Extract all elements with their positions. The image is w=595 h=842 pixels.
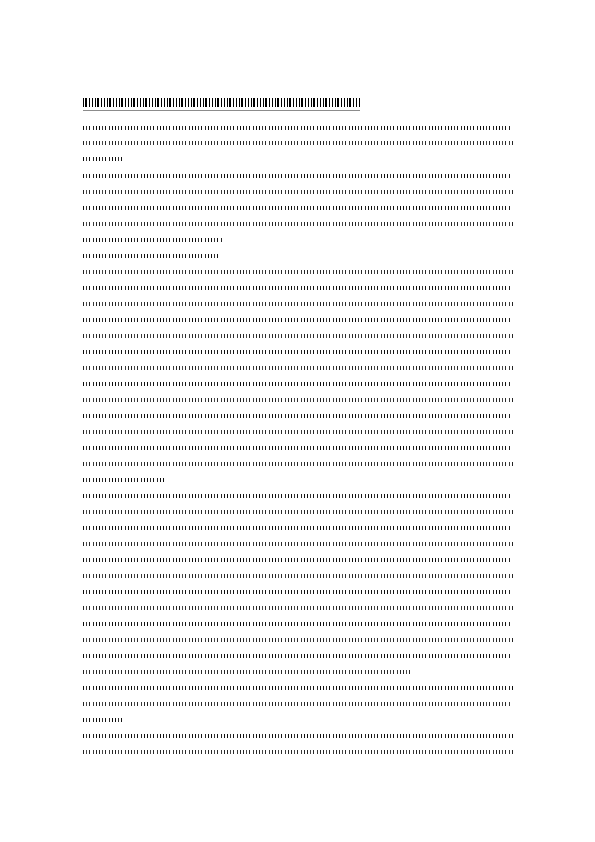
- text-line: [83, 750, 513, 754]
- text-line: [83, 462, 513, 466]
- text-line: [83, 414, 512, 418]
- text-line: [83, 206, 511, 210]
- text-line: [83, 141, 513, 145]
- text-line: [83, 510, 513, 514]
- text-line: [83, 478, 165, 482]
- text-line: [83, 494, 512, 498]
- text-line: [83, 558, 512, 562]
- text-line: [83, 670, 410, 674]
- text-line: [83, 238, 223, 242]
- text-line: [83, 542, 513, 546]
- text-line: [83, 334, 513, 338]
- text-line: [83, 382, 512, 386]
- text-line: [83, 702, 511, 706]
- text-line: [83, 638, 513, 642]
- text-line: [83, 622, 512, 626]
- text-line: [83, 350, 512, 354]
- text-line: [83, 430, 513, 434]
- text-line: [83, 446, 512, 450]
- text-line: [83, 590, 512, 594]
- title-text-line: [83, 98, 360, 107]
- text-line: [83, 718, 123, 722]
- text-line: [83, 190, 513, 194]
- text-line: [83, 366, 513, 370]
- text-line: [83, 174, 512, 178]
- text-line: [83, 398, 513, 402]
- text-line: [83, 318, 512, 322]
- text-line: [83, 126, 512, 130]
- text-line: [83, 157, 125, 161]
- document-body: [83, 120, 513, 760]
- text-line: [83, 302, 513, 306]
- text-line: [83, 654, 512, 658]
- text-line: [83, 686, 513, 690]
- title-underline: [83, 110, 360, 111]
- text-line: [83, 606, 513, 610]
- text-line: [83, 526, 512, 530]
- text-line: [83, 286, 512, 290]
- text-line: [83, 574, 513, 578]
- document-title-area: [83, 98, 383, 114]
- text-line: [83, 222, 513, 226]
- text-line: [83, 254, 221, 258]
- text-line: [83, 270, 513, 274]
- text-line: [83, 734, 513, 738]
